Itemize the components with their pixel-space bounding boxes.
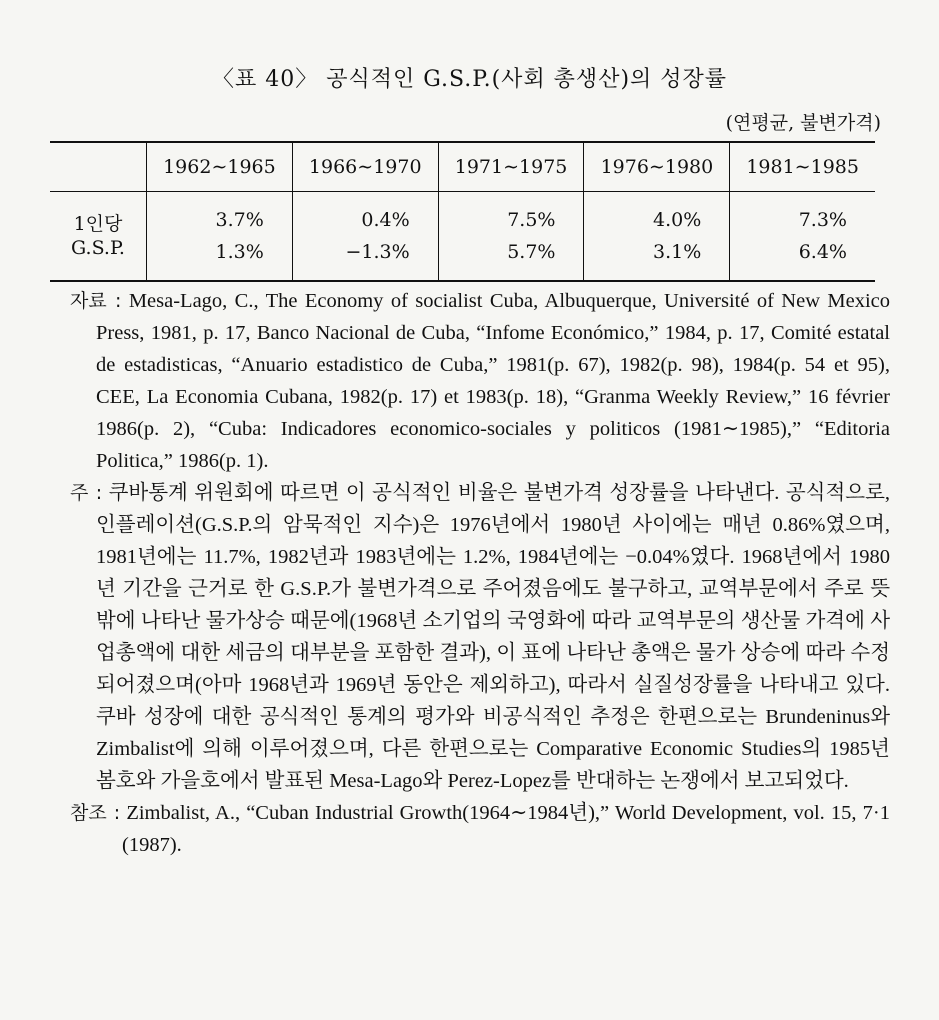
value-bottom: 1.3% (215, 241, 264, 263)
source-label: 자료 : (70, 290, 122, 312)
value-top: 0.4% (361, 209, 410, 231)
value-cell-2 (292, 192, 438, 282)
reference-paragraph (70, 797, 890, 861)
table-notes (70, 285, 890, 861)
header-period-1: 1962∼1965 (147, 142, 293, 192)
row-label (50, 192, 147, 282)
header-period-4: 1976∼1980 (584, 142, 730, 192)
value-top: 3.7% (215, 209, 264, 231)
value-top: 7.3% (798, 209, 847, 231)
value-cell-5 (730, 192, 875, 282)
header-period-3: 1971∼1975 (438, 142, 584, 192)
header-period-2: 1966∼1970 (292, 142, 438, 192)
table-row (50, 192, 875, 282)
value-bottom: 6.4% (798, 241, 847, 263)
header-corner-cell (50, 142, 147, 192)
note-paragraph (70, 477, 890, 797)
table-header-row (50, 142, 875, 192)
note-text: 쿠바통계 위원회에 따르면 이 공식적인 비율은 불변가격 성장률을 나타낸다. 공식적으로, 인플레이션(G.S.P.의 암묵적인 지수)은 1976년에서 1980년 사이에는 매년 0.86%였으며, 1981년에는 11.7%, 1982년과 1983년에는 1.2%, 1984년에는 −0.04%였다. 1968년에서 1980년 기간을 근거로 한 G.S.P.가 불변가격으로 주어졌음에도 불구하고, 교역부문에서 주로 뜻밖에 나타난 물가상승 때문에(1968년 소기업의 국영화에 따라 교역부문의 생산물 가격에 사업총액에 대한 세금의 대부분을 포함한 결과), 이 표에 나타난 총액은 물가 상승에 따라 수정되어졌으며(아마 1968년과 1969년 동안은 제외하고), 따라서 실질성장률을 나타내고 있다. 쿠바 성장에 대한 공식적인 통계의 평가와 비공식적인 추정은 한편으로는 Brundeninus와 Zimbalist에 의해 이루어졌으며, 다른 한편으로는 Comparative Economic Studies의 1985년 봄호와 가을호에서 발표된 Mesa-Lago와 Perez-Lopez를 반대하는 논쟁에서 보고되었다. (96, 482, 891, 792)
value-bottom: 5.7% (507, 241, 556, 263)
note-label: 주 : (70, 482, 103, 504)
reference-label: 참조 : (70, 802, 121, 824)
reference-text: Zimbalist, A., “Cuban Industrial Growth(1964∼1984년),” World Development, vol. 15, 7·1 (1987). (122, 802, 891, 856)
value-cell-1 (147, 192, 293, 282)
header-period-5: 1981∼1985 (730, 142, 875, 192)
value-cell-3 (438, 192, 584, 282)
row-label-line-2: G.S.P. (71, 237, 125, 259)
source-text: Mesa-Lago, C., The Economy of socialist Cuba, Albuquerque, Université of New Mexico Press, 1981, p. 17, Banco Nacional de Cuba, “Infome Económico,” 1984, p. 17, Comité estatal de estadisticas, “Anuario estadistico de Cuba,” 1981(p. 67), 1982(p. 98), 1984(p. 54 et 95), CEE, La Economia Cubana, 1982(p. 17) et 1983(p. 18), “Granma Weekly Review,” 16 février 1986(p. 2), “Cuba: Indicadores economico-sociales y politicos (1981∼1985),” “Editoria Politica,” 1986(p. 1). (96, 290, 890, 472)
row-label-line-1: 1인당 (73, 213, 123, 235)
source-paragraph (70, 285, 890, 477)
value-top: 4.0% (653, 209, 702, 231)
table-unit-note: (연평균, 불변가격) (725, 112, 881, 134)
gsp-growth-table (50, 141, 875, 282)
table-title: 〈표 40〉 공식적인 G.S.P.(사회 총생산)의 성장률 (211, 67, 728, 92)
value-bottom: 3.1% (653, 241, 702, 263)
value-cell-4 (584, 192, 730, 282)
value-top: 7.5% (507, 209, 556, 231)
value-bottom: −1.3% (345, 241, 410, 263)
